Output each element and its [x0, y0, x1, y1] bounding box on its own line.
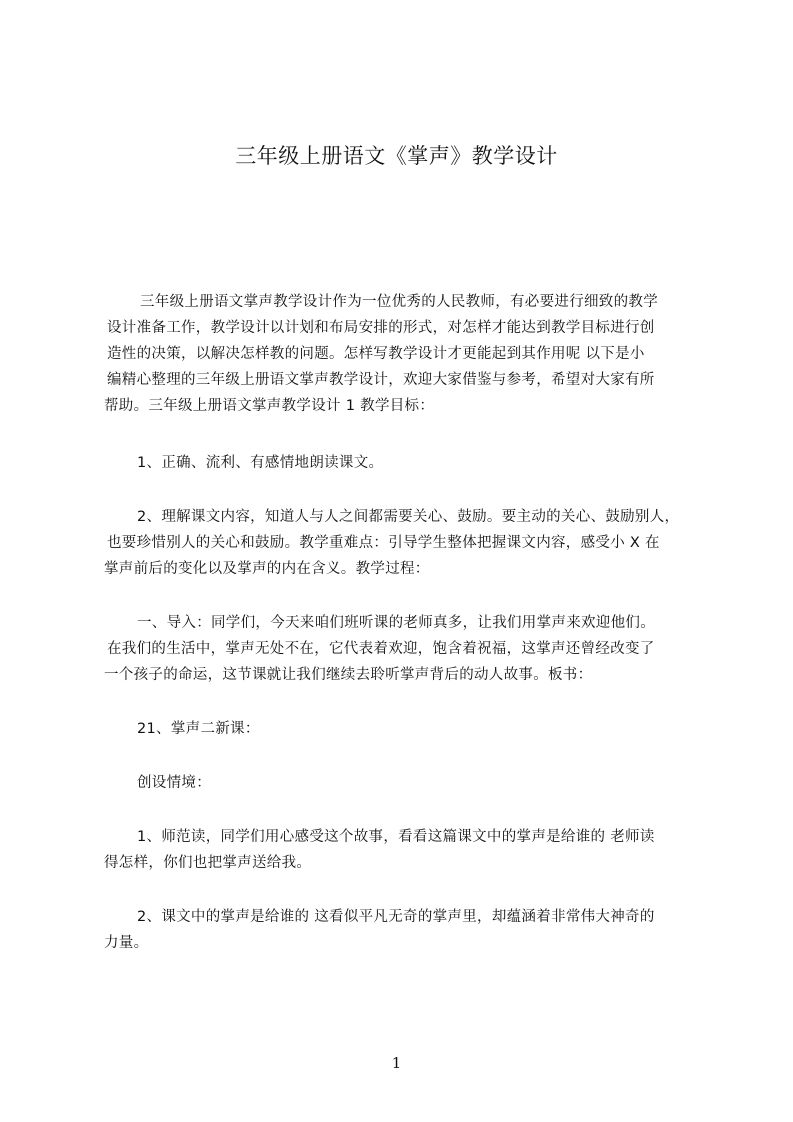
text-line: 帮助。三年级上册语文掌声教学设计 1 教学目标：	[104, 398, 435, 414]
text-line: 2、理解课文内容，知道人与人之间都需要关心、鼓励。要主动的关心、鼓励别人，	[137, 509, 680, 525]
text-line: 三年级上册语文掌声教学设计作为一位优秀的人民教师，有必要进行细致的教学	[140, 294, 658, 310]
text-line: 编精心整理的三年级上册语文掌声教学设计，欢迎大家借鉴与参考，希望对大家有所	[107, 372, 655, 388]
text-line: 1、师范读，同学们用心感受这个故事，看看这篇课文中的掌声是给谁的 老师读	[137, 829, 655, 845]
text-line: 创设情境：	[137, 775, 211, 791]
text-line: 21、掌声二新课：	[137, 721, 260, 737]
text-line: 得怎样，你们也把掌声送给我。	[104, 855, 312, 871]
page-number: 1	[391, 1054, 402, 1072]
text-line: 一个孩子的命运，这节课就让我们继续去聆听掌声背后的动人故事。板书：	[104, 667, 593, 683]
document-title: 三年级上册语文《掌声》教学设计	[235, 144, 558, 168]
text-line: 掌声前后的变化以及掌声的内在含义。教学过程：	[104, 561, 430, 577]
text-line: 1、正确、流利、有感情地朗读课文。	[137, 455, 384, 471]
text-line: 2、课文中的掌声是给谁的 这看似平凡无奇的掌声里，却蕴涵着非常伟大神奇的	[137, 909, 655, 925]
text-line: 也要珍惜别人的关心和鼓励。教学重难点：引导学生整体把握课文内容，感受小 X 在	[107, 535, 660, 551]
text-line: 设计准备工作，教学设计以计划和布局安排的形式，对怎样才能达到教学目标进行创	[107, 320, 655, 336]
text-line: 力量。	[104, 935, 149, 951]
text-line: 造性的决策，以解决怎样教的问题。怎样写教学设计才更能起到其作用呢 以下是小	[107, 346, 645, 362]
text-line: 在我们的生活中，掌声无处不在，它代表着欢迎，饱含着祝福，这掌声还曾经改变了	[107, 641, 655, 657]
text-line: 一、导入：同学们，今天来咱们班听课的老师真多，让我们用掌声来欢迎他们。	[137, 615, 655, 631]
